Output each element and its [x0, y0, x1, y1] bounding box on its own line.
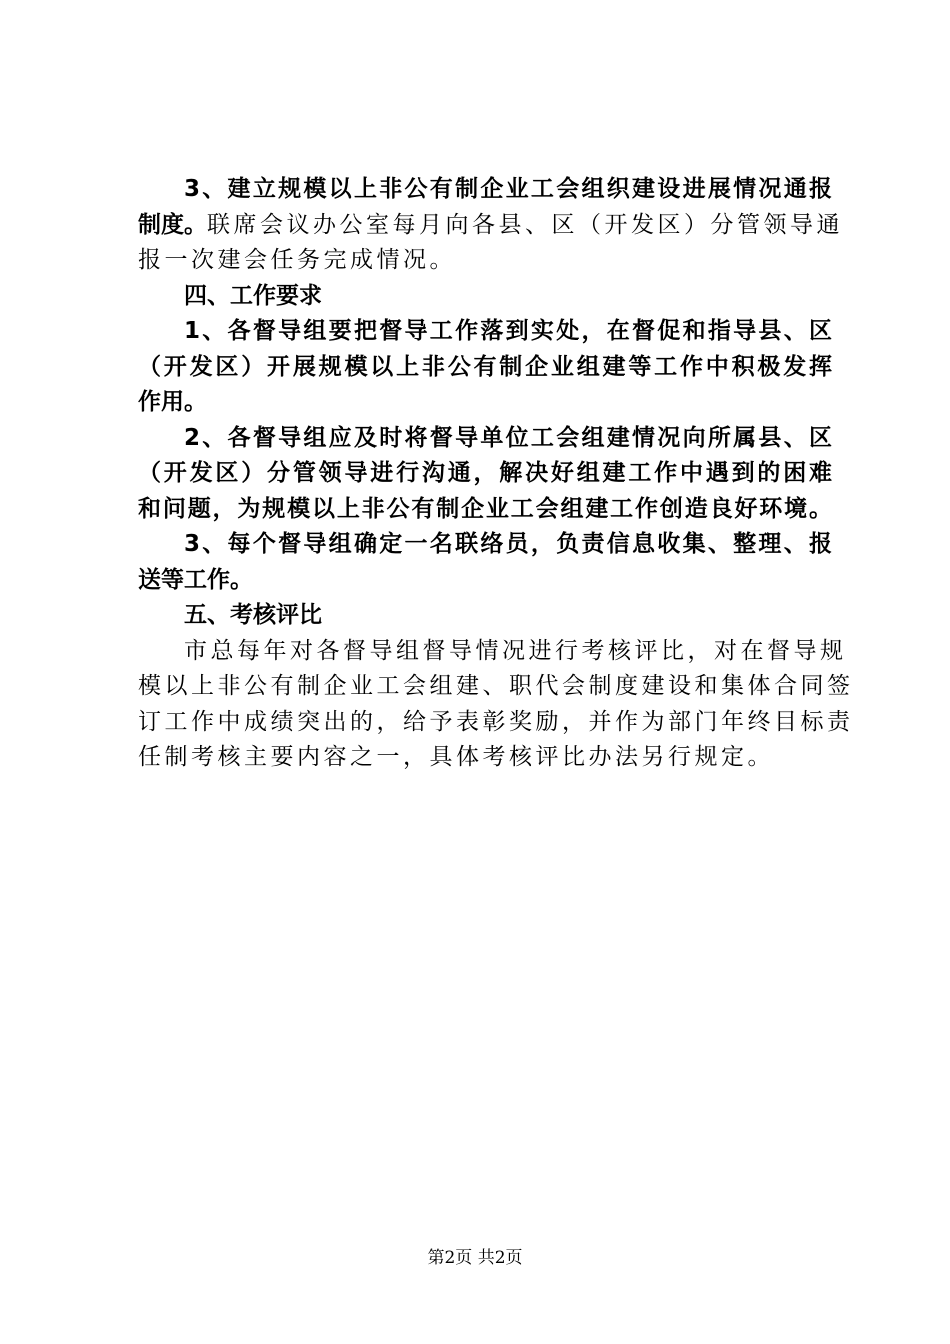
line-text: 送等工作。	[138, 566, 253, 593]
line-text: 任制考核主要内容之一，具体考核评比办法另行规定。	[138, 744, 774, 770]
line-text: 和问题，为规模以上非公有制企业工会组建工作创造良好环境。	[138, 495, 832, 522]
paragraph-line	[138, 385, 832, 421]
line-text: 3、每个督导组确定一名联络员，负责信息收集、整理、报	[184, 531, 832, 557]
line-text: 1、各督导组要把督导工作落到实处，在督促和指导县、区	[184, 318, 832, 344]
line-text: 3、建立规模以上非公有制企业工会组织建设进展情况通报	[184, 176, 832, 202]
paragraph-line	[138, 705, 854, 741]
paragraph-line	[138, 350, 832, 386]
line-text: 制度。	[138, 211, 207, 238]
line-text: （开发区）开展规模以上非公有制企业组建等工作中积极发挥	[138, 353, 832, 380]
section-heading-text: 四、工作要求	[184, 282, 322, 309]
line-text: 作用。	[138, 389, 207, 415]
line-text: （开发区）分管领导进行沟通，解决好组建工作中遇到的困难	[138, 460, 832, 486]
paragraph-line	[138, 740, 832, 776]
page-footer	[0, 1243, 950, 1268]
line-text: 报一次建会任务完成情况。	[138, 247, 456, 273]
section-heading	[138, 279, 832, 315]
paragraph-line	[138, 527, 832, 563]
section-heading-text: 五、考核评比	[184, 602, 322, 628]
paragraph-line	[138, 172, 832, 208]
paragraph-line	[138, 669, 854, 705]
page-number-label: 第2页 共2页	[427, 1248, 523, 1268]
line-text: 订工作中成绩突出的，给予表彰奖励，并作为部门年终目标责	[138, 708, 854, 735]
paragraph-line	[138, 492, 832, 528]
paragraph-line	[138, 456, 832, 492]
paragraph-line	[138, 208, 843, 244]
paragraph-line	[138, 634, 847, 670]
line-text: 模以上非公有制企业工会组建、职代会制度建设和集体合同签	[138, 673, 854, 699]
paragraph-line	[138, 243, 832, 279]
line-text: 2、各督导组应及时将督导单位工会组建情况向所属县、区	[184, 424, 832, 451]
paragraph-line	[138, 421, 832, 457]
paragraph-line	[138, 314, 832, 350]
line-text-light: 联席会议办公室每月向各县、区（开发区）分管领导通	[207, 211, 843, 238]
section-heading	[138, 598, 832, 634]
document-body	[138, 172, 854, 776]
paragraph-line	[138, 563, 832, 599]
line-text: 市总每年对各督导组督导情况进行考核评比，对在督导规	[184, 637, 847, 664]
